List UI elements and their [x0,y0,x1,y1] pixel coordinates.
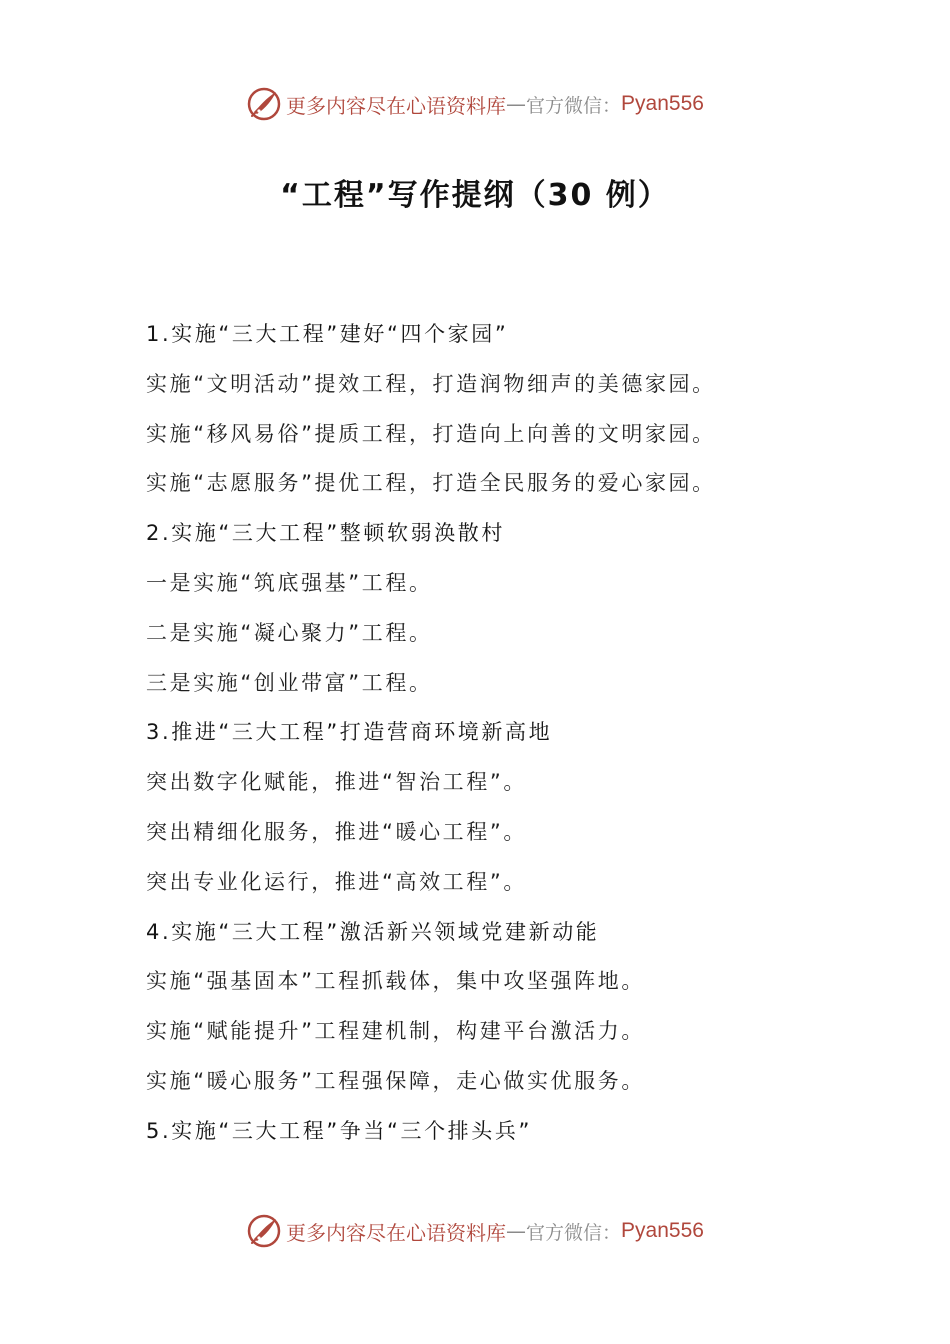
outline-heading: 1.实施“三大工程”建好“四个家园” [146,322,509,346]
watermark-separator: — [506,92,527,116]
outline-item: 实施“暖心服务”工程强保障，走心做实优服务。 [146,1068,645,1093]
outline-item: 突出专业化运行，推进“高效工程”。 [146,869,527,894]
watermark-separator: — [506,1219,527,1243]
quill-pen-logo-icon [246,1213,282,1249]
watermark-wechat-id: Pyan556 [621,1219,704,1242]
outline-item: 一是实施“筑底强基”工程。 [146,570,433,595]
outline-item: 突出数字化赋能，推进“智治工程”。 [146,770,527,795]
watermark-site-text: 更多内容尽在心语资料库 [286,1220,507,1245]
header-watermark [0,82,950,126]
watermark-wechat-label: 官方微信： [526,94,622,117]
outline-item: 实施“志愿服务”提优工程，打造全民服务的爱心家园。 [146,471,716,496]
outline-heading: 2.实施“三大工程”整顿软弱涣散村 [146,521,505,546]
outline-item: 三是实施“创业带富”工程。 [146,670,433,695]
outline-item: 突出精细化服务，推进“暖心工程”。 [146,819,527,844]
outline-heading: 3.推进“三大工程”打造营商环境新高地 [146,720,553,745]
footer-watermark [0,1209,950,1253]
watermark-site-text: 更多内容尽在心语资料库 [286,93,507,118]
outline-heading: 4.实施“三大工程”激活新兴领域党建新动能 [146,919,600,944]
quill-pen-logo-icon [246,86,282,122]
document-title: “工程”写作提纲（30 例） [280,178,670,213]
outline-item: 二是实施“凝心聚力”工程。 [146,620,433,645]
watermark-wechat-id: Pyan556 [621,92,704,115]
outline-heading: 5.实施“三大工程”争当“三个排头兵” [146,1118,532,1143]
outline-item: 实施“强基固本”工程抓载体，集中攻坚强阵地。 [146,969,645,994]
watermark-wechat-label: 官方微信： [526,1221,622,1244]
document-body [146,310,826,1157]
outline-item: 实施“文明活动”提效工程，打造润物细声的美德家园。 [146,371,716,396]
outline-item: 实施“移风易俗”提质工程，打造向上向善的文明家园。 [146,421,716,446]
outline-item: 实施“赋能提升”工程建机制，构建平台激活力。 [146,1019,645,1044]
